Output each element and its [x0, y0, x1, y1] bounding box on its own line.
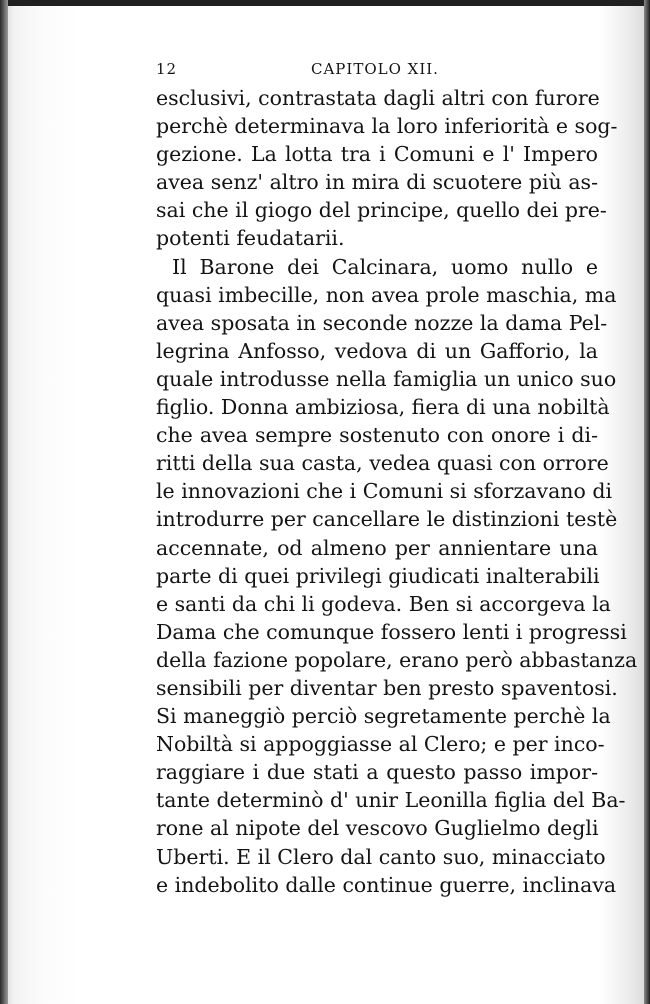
text-line: tante determinò d' unir Leonilla figlia del Ba-	[156, 788, 626, 813]
page-top-edge	[0, 0, 650, 6]
text-line: avea sposata in seconde nozze la dama Pel-	[156, 310, 608, 335]
text-line: figlio. Donna ambiziosa, fiera di una nobiltà	[156, 395, 610, 420]
text-line: e santi da chi li godeva. Ben si accorgeva la	[156, 591, 611, 616]
text-line: e indebolito dalle continue guerre, inclinava	[156, 872, 617, 897]
text-line: esclusivi, contrastata dagli altri con furore	[156, 86, 600, 110]
text-line: quale introdusse nella famiglia un unico suo	[156, 366, 617, 391]
text-line: della fazione popolare, erano però abbastanza	[156, 647, 638, 672]
text-line: sensibili per diventar ben presto spaventosi.	[156, 675, 618, 700]
text-line: Il Barone dei Calcinara, uomo nullo e	[172, 254, 598, 279]
chapter-title: CAPITOLO XII.	[311, 60, 439, 78]
text-line: Dama che comunque fossero lenti i progressi	[156, 619, 627, 644]
text-line: gezione. La lotta tra i Comuni e l' Impero	[156, 142, 598, 167]
text-line: perchè determinava la loro inferiorità e sog-	[156, 114, 618, 139]
text-line: potenti feudatarii.	[156, 226, 345, 251]
text-line: sai che il giogo del principe, quello dei pre-	[156, 198, 607, 223]
text-line: introdurre per cancellare le distinzioni testè	[156, 507, 618, 532]
body-text	[156, 84, 638, 899]
text-line: Uberti. E il Clero dal canto suo, minacciato	[156, 844, 606, 869]
text-line: Nobiltà si appoggiasse al Clero; e per inco-	[156, 732, 605, 757]
text-line: ritti della sua casta, vedea quasi con orrore	[156, 451, 609, 476]
text-line: quasi imbecille, non avea prole maschia, ma	[156, 282, 617, 307]
text-line: Si maneggiò perciò segretamente perchè la	[156, 704, 611, 729]
page-outer-edge	[644, 0, 650, 1004]
text-line: raggiare i due stati a questo passo impor-	[156, 760, 598, 785]
text-line: legrina Anfosso, vedova di un Gafforio, la	[156, 338, 598, 363]
text-line: rone al nipote del vescovo Guglielmo degli	[156, 816, 599, 841]
text-line: avea senz' altro in mira di scuotere più as-	[156, 170, 598, 195]
text-line: le innovazioni che i Comuni si sforzavano di	[156, 479, 613, 504]
page-binding-edge	[0, 0, 8, 1004]
page-number: 12	[156, 60, 178, 78]
text-line: parte di quei privilegi giudicati inalterabili	[156, 563, 600, 588]
text-line: accennate, od almeno per annientare una	[156, 535, 598, 560]
text-line: che avea sempre sostenuto con onore i di-	[156, 423, 598, 448]
running-header	[156, 60, 596, 84]
